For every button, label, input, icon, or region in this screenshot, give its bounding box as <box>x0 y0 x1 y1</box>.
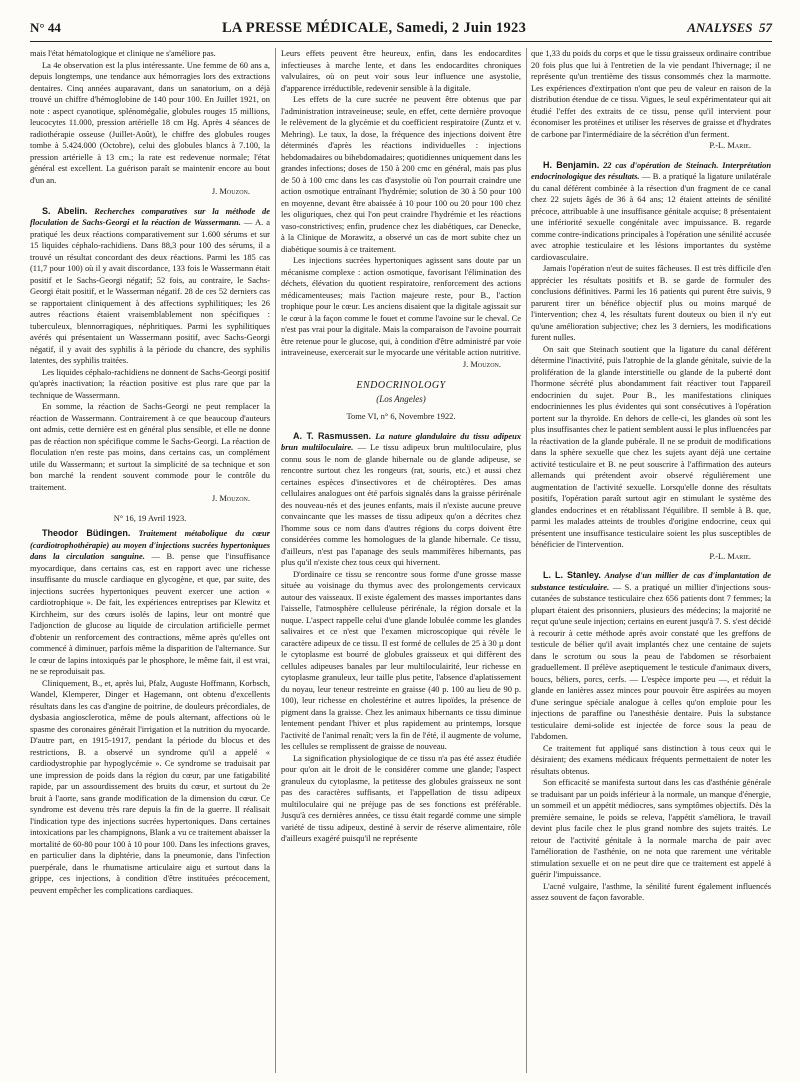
paragraph: Leurs effets peuvent être heureux, enfin, dans les endocardites infectieuses à marche lente, et dans les endocardites chroniques valvulaires, où on peut voir sous leur influence une asystolie, d'apparence irréductible, redevenir sensible à la digitale. <box>281 48 521 93</box>
paragraph: L'acné vulgaire, l'asthme, la sénilité furent également influencés assez souvent de façon favorable. <box>531 880 771 902</box>
article-title: Recherches comparatives sur la méthode de floculation de Sachs-Georgi et la réaction de Wassermann. <box>30 205 270 227</box>
signature: J. Mouzon. <box>211 186 250 196</box>
paragraph: Les injections sucrées hypertoniques agissent sans doute par un mécanisme complexe : action osmotique, favorisant l'élimination des déchets, élévation du quotient respiratoire, renforcement des actions médicamenteuses; mais l'action majeure reste, pour B., l'action trophique pour le cœur. Les anciens disaient que la digitale agissait sur le cœur à la façon comme le fouet et comme l'avoine sur le cheval. Ce n'est pas vrai pour la digitale. Mais la comparaison de l'avoine pourrait être retenue pour le glucose, qui, à condition d'être administré par voie intraveineuse, exercerait sur le myocarde une véritable action nutritive. <box>281 255 521 357</box>
abstract-budingen <box>30 528 270 678</box>
abstract-stanley <box>531 570 771 743</box>
issue-heading: Tome VI, n° 6, Novembre 1922. <box>346 411 456 421</box>
journal-title: LA PRESSE MÉDICALE, Samedi, 2 Juin 1923 <box>221 20 527 36</box>
article-title: La nature glandulaire du tissu adipeux brun multiloculaire. <box>281 430 521 452</box>
abstract-text: — A. a pratiqué les deux réactions comparativement sur 1.600 sérums et sur 15 liquides céphalo-rachidiens. Dans 88,3 pour 100 des sérums, il a trouvé un résultat concordant des deux réactions. Parmi les 185 cas (11,7 pour 100) où il y avait discordance, 133 fois le Wassermann était positif et le Sachs-Georgi négatif; 52 fois, au contraire, le Sachs-Georgi était positif, et le Wasserman négatif. 28 de ces 52 derniers cas se rapportaient cliniquement à des affections syphilitiques; les 26 autres réactions étaient vraisemblablement non spécifiques : tuberculeux, blennorragiques, néphritiques. Parmi les syphilitiques avérés qui présentaient un Wassermann positif, avec Sachs-Georgi négatif, il y avait des syphilis à la période du chancre, des syphilis latentes, des syphilis traitées. <box>30 217 270 365</box>
article-title: Analyse d'un millier de cas d'implantation de substance testiculaire. <box>531 570 771 592</box>
paragraph: Son efficacité se manifesta surtout dans les cas d'asthénie générale se traduisant par un poids inférieur à la normale, un manque d'énergie, un sommeil et un appétit médiocres, sans symptômes objectifs. Dès la première semaine, le poids se releva, l'appétit s'améliora, le travail devint plus facile chez le plus grand nombre des sujets traités. Le retour de l'activité génitale à la normale marcha de pair avec l'amélioration de l'asthénie, on ne nota que rarement une véritable stimulation sexuelle et on ne peut dire que ce traitement est appelé à guérir l'impuissance. <box>531 777 771 879</box>
paragraph: La 4e observation est la plus intéressante. Une femme de 60 ans a, depuis longtemps, une tendance aux hémorragies lors des extractions dentaires. Cinq années auparavant, dans un sanatorium, on a déjà trouvé un chiffre d'hémoglobine de 140 pour 100. En Juillet 1921, on note : aspect cyanotique, splénomégalie, globules rouges 15 millions, leucocytes 11.000, pression artérielle 18 cm Hg. Après 4 séances de radiothérapie osseuse (Juillet-Août), le chiffre des globules rouges tombe à 5.424.000 (Octobre), celui des globules blancs à 7.100, la pression artérielle à 13 cm.; la rate est redevenue normale; l'état général est excellent. La guérison paraît se maintenir encore au bout d'un an. <box>30 59 270 185</box>
paragraph: On sait que Steinach soutient que la ligature du canal déférent détermine l'inactivité, puis l'atrophie de la glande génitale, suivie de la prolifération de la glande interstitielle ou glande de la puberté dont l'hormone sécrété plus abondamment fait réactiver tout l'appareil endocrinien du sujet. Pour B., les manifestations cliniques endocriniennes les plus évidentes qui sont consécutives à l'opération portent sur la thyroïde. En dehors de celle-ci, les glandes où sont les plus insuffisantes chez le patient semblent aussi le plus influencées par la réactivation de la glande pubérale. Il ne se produit de modifications dans la sphère sexuelle que chez les sujets ayant déjà une certaine activité testiculaire et B. ne peut souscrire à l'affirmation des auteurs allemands qui prétendent avoir observé régulièrement une augmentation de l'activité sexuelle. Lorsqu'elle donne des résultats positifs, l'opération paraît surtout agir en stimulant le système des glandes endocrines et en rétablissant l'équilibre. Il semble à B. que, parmi les malades atteints de troubles d'origine endocrine, ceux qui présentent une insuffisance testiculaire soient les plus susceptibles de bénéficier de l'intervention. <box>531 343 771 549</box>
paragraph: Cliniquement, B., et, après lui, Pfalz, Auguste Hoffmann, Korbsch, Wandel, Klemperer, Dinger et Hagemann, ont obtenu d'excellents résultats dans les cas d'angine de poitrine, de douleurs précordiales, de dysbasia angiosclerotica, même de pouls alternant, affections où le spasme des coronaires générait l'irrigation et la nutrition du myocarde. D'autre part, en 1915-1917, pendant la période du blocus et des restrictions, B. a observé un syndrome qu'il a appelé « cardiodystrophie par hypoglycémie ». Ce syndrome se traduisait par une impression de poids dans la région du cœur, par une fatigabilité rapide, par un assourdissement des bruits du cœur, et surtout du 2e bruit à l'aorte, sans grande modification de la dimension du cœur. Ce syndrome est devenu très rare depuis la fin de la guerre. Il réalisait l'indication type des injections sucrées hypertoniques. Dans certaines intoxications par les champignons, Blank a vu ce traitement abaisser la mortalité de 60-80 pour 100 à 10 pour 100. Dans les infections graves, en particulier dans la diphtérie, dans la pneumonie, dans l'infection puerpérale, dans le rhumatisme articulaire aigu et surtout dans la grippe, ces injections, à condition d'être instituées précocement, peuvent empêcher les complications cardiaques. <box>30 677 270 895</box>
author: H. Benjamin. <box>543 159 600 170</box>
abstract-text: — B. a pratiqué la ligature unilatérale du canal déférent combinée à la résection d'un fragment de ce canal chez 22 sujets âgés de 36 à 64 ans; 12 étaient atteints de sénilité précoce, attribuable à une insuffisance génitale acquise; 8 présentaient une infériorité sexuelle congénitale avec impuissance. B. regarde comme contre-indications principales à l'opération une sénilité accusée avec atrophie testiculaire et les lésions importantes du système cardiovasculaire. <box>531 171 771 262</box>
paragraph: que 1,33 du poids du corps et que le tissu graisseux ordinaire contribue 20 fois plus que lui à l'entretien de la vie pendant l'hivernage; il ne représente qu'un trentième des tissus consommés chez la marmotte. Les expériences d'extirpation n'ont que peu de valeur en raison de la distribution étendue de ce tissu. Vigues, le seul expérimentateur qui ait étudié l'effet des extraits de ce tissu, pense qu'il intervient pour économiser les protéines et utiliser les réserves de graisse et d'hydrates de carbone par l'intermédiaire de la sécrétion d'un ferment. <box>531 48 771 139</box>
author: Theodor Büdingen. <box>42 528 131 538</box>
abstract-text: — Le tissu adipeux brun multiloculaire, plus connu sous le nom de glande hibernale ou de glande adipeuse, se rencontre surtout chez les rongeurs (rat, souris, etc.) et aussi chez certaines espèces d'insectivores et de chéiroptères. Des amas cellulaires analogues ont été parfois signalés dans la graisse périrénale des nouveau-nés et des jeunes enfants, mais il n'existe aucune preuve convaincante que les masses de tissu adipeux qu'on a décrites chez l'homme sous ce nom dans d'autres régions du corps doivent être considérées comme les homologues de la glande hibernale. Ce tissu, d'ailleurs, n'est pas l'apanage des seuls mammifères hibernants, pas plus qu'il n'existe chez tous ceux qui hivernent. <box>281 442 521 567</box>
article-title: 22 cas d'opération de Steinach. Interprétation endocrinologique des résultats. <box>531 159 771 181</box>
column-divider <box>275 48 276 1073</box>
paragraph: La signification physiologique de ce tissu n'a pas été assez étudiée pour qu'on ait le droit de le considérer comme une glande; l'aspect granuleux du cytoplasme, la petitesse des globules graisseux ne sont pas des caractères suffisants, et l'appellation de tissu adipeux multiloculaire qui ne préjuge pas de ses fonctions est préférable. Jusqu'à ces dernières années, ce tissu était regardé comme une simple variété de tissu adipeux, destiné à servir de réserve alimentaire, rôle d'ailleurs exagéré puisqu'il ne représente <box>281 752 521 843</box>
column-3 <box>531 48 771 1078</box>
paragraph: Ce traitement fut appliqué sans distinction à tous ceux qui le désiraient; des examens médicaux fréquents permettaient de noter les résultats obtenus. <box>531 742 771 776</box>
section-and-page <box>687 20 772 36</box>
abstract-benjamin <box>531 160 771 264</box>
issue-heading: N° 16, 19 Avril 1923. <box>113 512 187 523</box>
header-rule <box>30 41 772 42</box>
signature: J. Mouzon. <box>211 493 250 503</box>
paragraph: D'ordinaire ce tissu se rencontre sous forme d'une grosse masse située au voisinage du thymus avec des prolongements cervicaux autour des vaisseaux. Il existe également des masses importantes dans l'aisselle, l'atmosphère celluleuse périrénale, la région dorsale et la nuque. L'aspect rappelle celui d'une glande lobulée comme les glandes salivaires et ce n'est que l'examen microscopique qui révèle le caractère adipeux de ce tissu. Il est formé de cellules de 25 à 30 µ dont le cytoplasme est bourré de globules graisseux et qui diffèrent des cellules adipeuses banales par leur multiloculairité, leur richesse en cytoplasme granuleux, leur taille plus petite, l'absence d'aplatissement du noyau, leur teneur restreinte en graisse (40 p. 100 au lieu de 90 p. 100), leur richesse en cholestérine et autres lipoïdes, la présence de pigment dans la graisse. Chez les animaux hibernants ce tissu diminue lentement pendant l'hiver et plus rapidement au printemps, lorsque l'activité de l'animal renaît; vers la fin de l'été, il augmente de volume, les cellules se remplissent de graisse de nouveau. <box>281 568 521 751</box>
article-title: Traitement métabolique du cœur (cardiotrophothérapie) au moyen d'injections sucrées hypertoniques dans la circulation sanguine. <box>30 528 270 561</box>
abstract-text: — B. pense que l'insuffisance myocardique, dans certains cas, est en rapport avec une richesse insuffisante du muscle cardiaque en glycogène, et que, par suite, des injections sucrées hypertoniques peuvent exercer une action « cardiotrophique ». De fait, les expériences entreprises par Klewitz et Kirchheim, sur des cœurs isolés de lapins, leur ont montré que l'adjonction de glucose au liquide de circulation artificielle permet d'obtenir un renforcement des contractions, même après qu'elles ont commencé à diminuer, parfois même la disparition de l'alternance. Sur le cœur de lapins intoxiqués par le phosphore, le même fait, il est vrai, ne se reproduisait pas. <box>30 551 270 676</box>
author: L. L. Stanley. <box>543 570 601 580</box>
paragraph: mais l'état hématologique et clinique ne s'améliore pas. <box>30 48 216 58</box>
journal-section-heading: ENDOCRINOLOGY <box>356 380 446 391</box>
author: S. Abelin. <box>42 205 88 216</box>
page-header <box>30 20 772 40</box>
abstract-text: — S. a pratiqué un millier d'injections sous-cutanées de substance testiculaire chez 656 patients dont 7 femmes; la plupart étaient des prisonniers, plusieurs des médecins; la majorité ne reçut qu'une seule injection; certains en eurent jusqu'à 7. S. s'est décidé à recourir à cette méthode après avoir constaté que les greffons de testicule de bélier qu'il avait implantés chez une centaine de sujets dans le scrotum ou sous la peau de l'abdomen se résorbaient graduellement. Il prélève aseptiquement le testicule d'animaux divers, boucs, béliers, porcs, cerfs. — L'espèce importe peu —, et réduit la glande en lanières assez minces pour pouvoir être aspirées au moyen d'une seringue spéciale analogue à celles qu'on emploie pour les injections de paraffine ou l'anesthésie dentaire. Puis la substance testiculaire demi-solide est injectée de force sous la peau de l'abdomen. <box>531 581 771 741</box>
author: A. T. Rasmussen. <box>293 430 372 441</box>
abstract-rasmussen <box>281 431 521 569</box>
paragraph: Les liquides céphalo-rachidiens ne donnent de Sachs-Georgi positif qu'après inactivation; la réaction positive est plus rare que par la technique de Wassermann. <box>30 366 270 400</box>
section-label: ANALYSES <box>687 20 753 35</box>
paragraph: Jamais l'opération n'eut de suites fâcheuses. Il est très difficile d'en apprécier les résultats positifs et B. se garde de formuler des conclusions définitives. Parmi les 16 patients qui purent être suivis, 9 parurent tirer un bénéfice objectif plus ou moins marqué de l'intervention; chez 4, les résultats furent douteux ou bien il n'y eut qu'une amélioration subjective; chez les 3 derniers, les modifications furent nulles. <box>531 263 771 342</box>
abstract-abelin <box>30 206 270 367</box>
paragraph: Les effets de la cure sucrée ne peuvent être obtenus que par l'administration intraveineuse; seule, en effet, cette dernière provoque le relèvement de la glycémie et du coefficient respiratoire (Zuntz et v. Mehring). Le taux, la dose, la fréquence des injections doivent être déterminés d'après les réactions individuelles : injections hebdomadaires ou bihebdomadaires; quotidiennes uniquement dans les grandes infections; doses de 150 à 200 cmc en général, mais pas plus de 50 à 100 cmc dans les cas d'asystolie où l'on pourrait craindre une action osmotique entraînant l'hydrémie; solution de 30 à 50 pour 100 en moyenne, devant être abaissée à 10 pour 100 ou 20 pour 100 chez les oliguriques, chez qui l'on peut craindre l'hydrémie et les réactions vaso-constrictives; enfin, prudence chez les diabétiques, car Denecke, à la Clinique de Morawitz, a observé un cas de mort subite chez un diabétique soumis à ce traitement. <box>281 94 521 254</box>
paragraph: En somme, la réaction de Sachs-Georgi ne peut remplacer la réaction de Wassermann. Contrairement à ce que beaucoup d'auteurs ont admis, cette dernière est en général plus sensible, et elle ne donne pas de réaction non spécifique comme le Sachs-Georgi. La réaction de floculation n'en reste pas moins, dans certains cas, un complément utile du Wassermann; et surtout la simplicité de sa technique et son bon marché la rendent souvent commode pour le contrôle du traitement. <box>30 401 270 492</box>
page-number: 57 <box>758 20 772 35</box>
signature: J. Mouzon. <box>462 358 501 369</box>
journal-location: (Los Angeles) <box>376 393 426 404</box>
issue-number: N° 44 <box>30 20 61 35</box>
column-2 <box>281 48 521 1078</box>
signature: P.-L. Marie. <box>709 550 751 561</box>
column-1 <box>30 48 270 1078</box>
signature: P.-L. Marie. <box>709 140 751 150</box>
column-divider <box>526 48 527 1073</box>
